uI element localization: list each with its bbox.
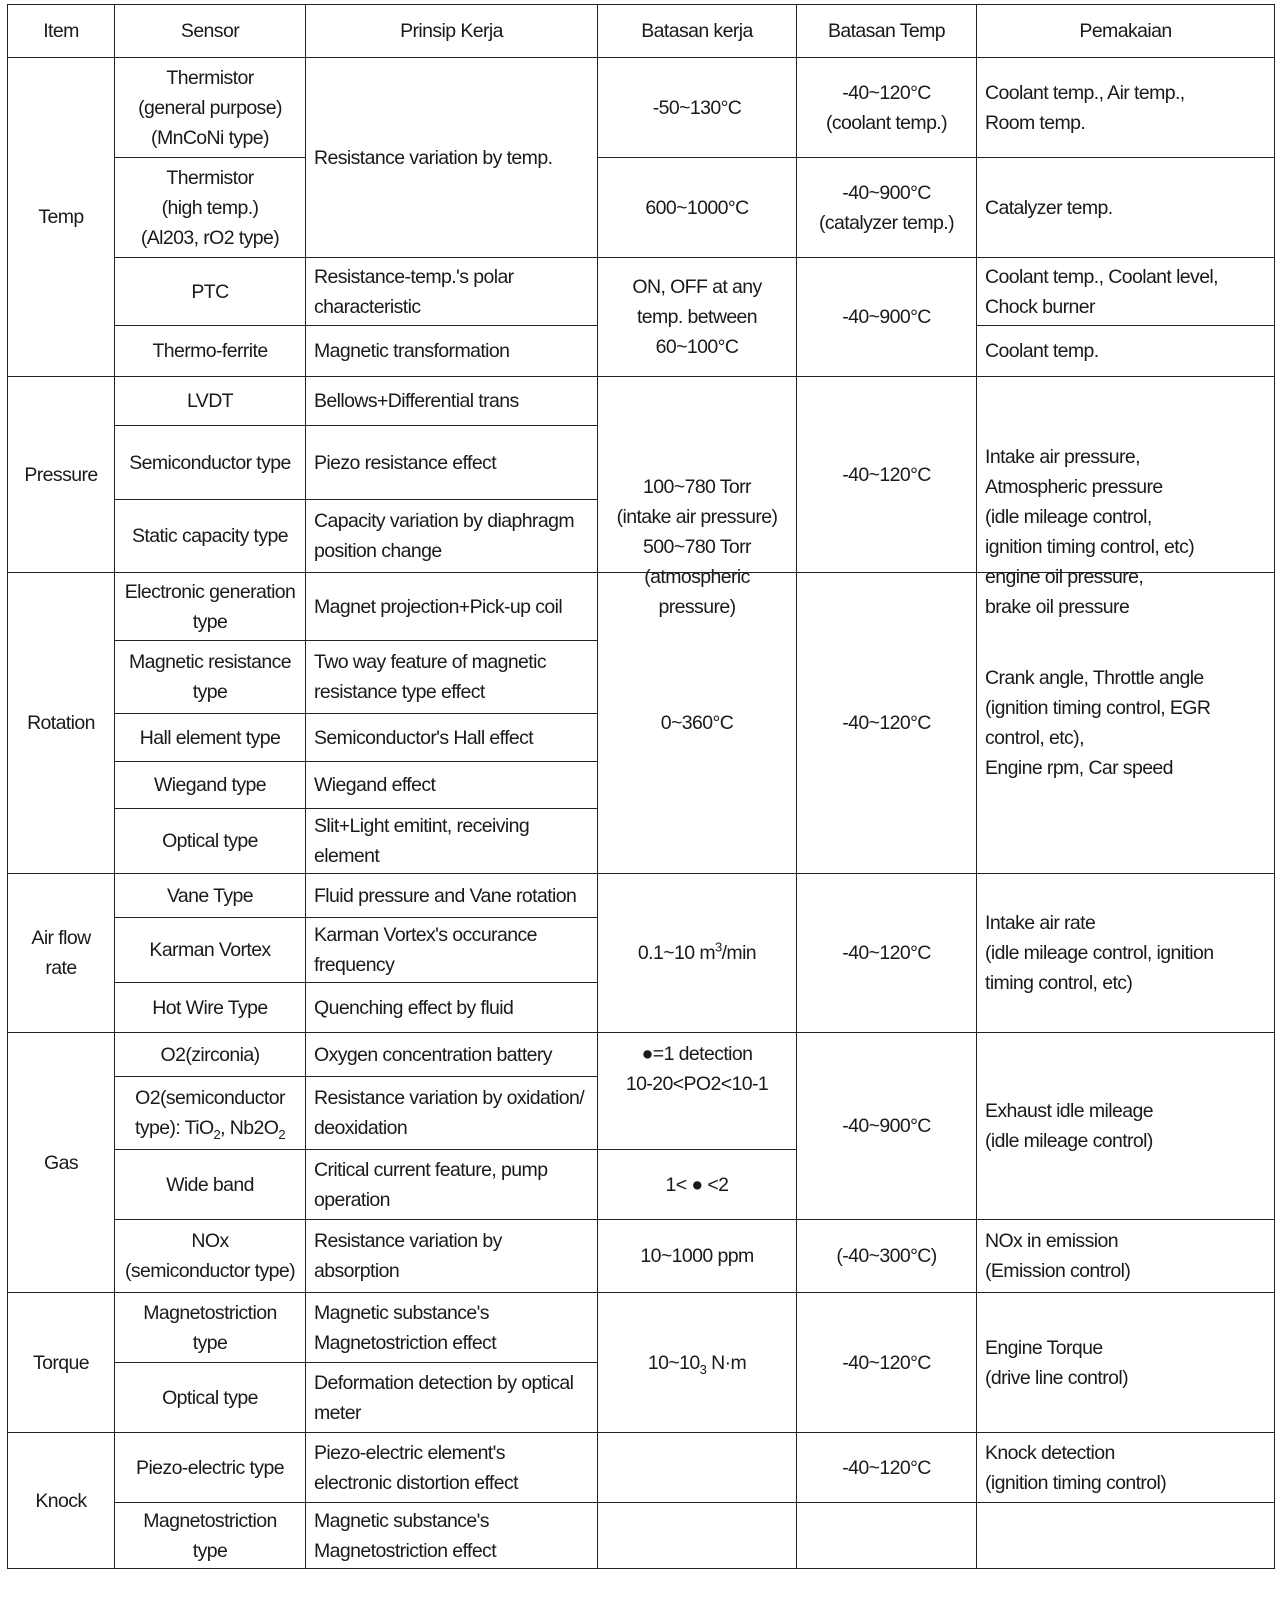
line: resistance type effect — [314, 681, 485, 703]
sensor-table — [7, 4, 1275, 1569]
sensor-vane: Vane Type — [115, 874, 306, 918]
range-thermistor-ht: 600~1000°C — [598, 158, 797, 258]
line: (atmospheric — [644, 566, 750, 588]
line: rate — [45, 957, 77, 979]
line: (MnCoNi type) — [151, 126, 269, 149]
line: element — [314, 845, 380, 867]
line: NOx in emission — [985, 1230, 1118, 1252]
line: Piezo-electric element's — [314, 1441, 505, 1464]
principle-karman — [306, 918, 598, 983]
sensor-hot-wire: Hot Wire Type — [115, 983, 306, 1033]
line: Thermistor — [166, 166, 254, 189]
formula-subscript: 2 — [278, 1126, 285, 1142]
line: (coolant temp.) — [825, 111, 948, 134]
line: meter — [314, 1401, 361, 1424]
temp-rotation: -40~120°C — [797, 573, 977, 874]
line: Thermistor — [166, 66, 254, 89]
line: temp. between — [636, 306, 758, 328]
range-magnetostriction-knock — [598, 1503, 797, 1569]
range-piezo-electric — [598, 1433, 797, 1503]
line: Air flow — [31, 927, 91, 949]
usage-thermistor-ht: Catalyzer temp. — [977, 158, 1275, 258]
range-thermistor-gp: -50~130°C — [598, 58, 797, 158]
header-sensor: Sensor — [115, 5, 306, 58]
line: Magnetostriction — [143, 1301, 277, 1324]
line: control, etc), — [985, 727, 1084, 749]
principle-nox — [306, 1220, 598, 1293]
formula-part: type): TiO — [135, 1117, 214, 1139]
sensor-thermistor-ht — [115, 158, 306, 258]
line: (catalyzer temp.) — [818, 211, 954, 234]
range-ptc — [598, 258, 797, 377]
line: (drive line control) — [985, 1366, 1128, 1389]
line: Engine rpm, Car speed — [985, 757, 1173, 779]
principle-semiconductor: Piezo resistance effect — [306, 426, 598, 500]
line: Magnetic resistance — [128, 651, 291, 673]
line: ON, OFF at any — [632, 276, 762, 298]
principle-o2-semiconductor — [306, 1077, 598, 1150]
line: electronic distortion effect — [314, 1471, 518, 1494]
sensor-magnetic-resistance — [115, 641, 306, 714]
line: Electronic generation — [124, 580, 296, 603]
temp-thermistor-gp — [797, 58, 977, 158]
formula-subscript: 2 — [213, 1126, 221, 1142]
principle-thermo-ferrite: Magnetic transformation — [306, 326, 598, 377]
range-exponent: 3 — [714, 939, 722, 955]
table-row — [8, 158, 1275, 258]
header-item: Item — [8, 5, 115, 58]
line: Magnetic substance's — [314, 1509, 489, 1532]
table-row — [8, 377, 1275, 426]
line: characteristic — [314, 295, 421, 318]
item-rotation: Rotation — [8, 573, 115, 874]
temp-nox: (-40~300°C) — [797, 1220, 977, 1293]
line: NOx — [191, 1230, 229, 1252]
item-gas: Gas — [8, 1033, 115, 1293]
sensor-ptc: PTC — [115, 258, 306, 326]
line: Critical current feature, pump — [314, 1158, 548, 1181]
sensor-hall-element: Hall element type — [115, 714, 306, 762]
line: Resistance variation by — [314, 1230, 502, 1252]
header-range: Batasan kerja — [598, 5, 797, 58]
principle-piezo-electric — [306, 1433, 598, 1503]
principle-vane: Fluid pressure and Vane rotation — [306, 874, 598, 918]
line: timing control, etc) — [985, 972, 1133, 994]
line: 10-20<PO2<10-1 — [625, 1073, 769, 1095]
principle-hall-element: Semiconductor's Hall effect — [306, 714, 598, 762]
sensor-karman: Karman Vortex — [115, 918, 306, 983]
line: -40~120°C — [842, 81, 931, 104]
sensor-thermistor-gp — [115, 58, 306, 158]
principle-thermistor: Resistance variation by temp. — [306, 58, 598, 258]
table-row — [8, 1503, 1275, 1569]
line: Resistance-temp.'s polar — [314, 265, 514, 288]
sensor-nox — [115, 1220, 306, 1293]
range-value: 0.1~10 m — [637, 942, 715, 964]
line: type — [192, 1539, 228, 1562]
line: Magnetic substance's — [314, 1301, 489, 1324]
line: brake oil pressure — [985, 596, 1130, 618]
line: Karman Vortex's occurance — [314, 924, 537, 946]
line: Engine Torque — [985, 1336, 1103, 1359]
usage-pressure — [977, 377, 1275, 618]
range-rotation: 0~360°C — [598, 573, 797, 874]
sensor-o2-zirconia: O2(zirconia) — [115, 1033, 306, 1077]
line: deoxidation — [314, 1117, 408, 1139]
range-value: 10~10 — [647, 1351, 700, 1374]
principle-wiegand: Wiegand effect — [306, 762, 598, 809]
line: absorption — [314, 1260, 400, 1282]
line: 100~780 Torr — [643, 476, 751, 498]
temp-piezo-electric: -40~120°C — [797, 1433, 977, 1503]
header-temp: Batasan Temp — [797, 5, 977, 58]
line: (Al203, rO2 type) — [140, 226, 280, 249]
range-pressure — [598, 377, 797, 618]
line: (Emission control) — [985, 1260, 1131, 1282]
line: Intake air rate — [985, 912, 1096, 934]
line: Atmospheric pressure — [985, 476, 1163, 498]
principle-optical-torque — [306, 1363, 598, 1433]
line: Chock burner — [985, 295, 1095, 318]
usage-piezo-electric — [977, 1433, 1275, 1503]
usage-magnetostriction-knock — [977, 1503, 1275, 1569]
line: (intake air pressure) — [616, 506, 778, 528]
table-row — [8, 58, 1275, 158]
line: Deformation detection by optical — [314, 1371, 574, 1394]
principle-lvdt: Bellows+Differential trans — [306, 377, 598, 426]
temp-gas: -40~900°C — [797, 1033, 977, 1220]
line: Slit+Light emitint, receiving — [314, 815, 530, 837]
header-row — [8, 5, 1275, 58]
line: (idle mileage control) — [985, 1130, 1153, 1152]
principle-magnetic-resistance — [306, 641, 598, 714]
line: -40~900°C — [842, 181, 931, 204]
range-o2 — [598, 1033, 797, 1150]
line: (idle mileage control, — [985, 506, 1152, 528]
line: engine oil pressure, — [985, 566, 1144, 588]
range-unit: N·m — [706, 1351, 747, 1374]
formula-part: , Nb2O — [220, 1117, 279, 1139]
line: type — [192, 1331, 228, 1354]
line: Two way feature of magnetic — [314, 651, 547, 673]
line: 60~100°C — [655, 336, 739, 358]
header-principle: Prinsip Kerja — [306, 5, 598, 58]
line: (semiconductor type) — [124, 1260, 296, 1282]
line: Resistance variation by oxidation/ — [314, 1087, 585, 1109]
line: Capacity variation by diaphragm — [314, 510, 574, 532]
line: Magnetostriction effect — [314, 1539, 497, 1562]
table-row — [8, 1293, 1275, 1363]
usage-torque — [977, 1293, 1275, 1433]
principle-magnetostriction-torque — [306, 1293, 598, 1363]
usage-ptc — [977, 258, 1275, 326]
range-airflow — [598, 874, 797, 1033]
sensor-o2-semiconductor — [115, 1077, 306, 1150]
principle-wide-band — [306, 1150, 598, 1220]
line: Crank angle, Throttle angle — [985, 667, 1204, 689]
sensor-static-capacity: Static capacity type — [115, 500, 306, 573]
temp-ptc: -40~900°C — [797, 258, 977, 377]
range-nox: 10~1000 ppm — [598, 1220, 797, 1293]
sensor-thermo-ferrite: Thermo-ferrite — [115, 326, 306, 377]
principle-ptc — [306, 258, 598, 326]
item-torque: Torque — [8, 1293, 115, 1433]
sensor-electronic-generation — [115, 573, 306, 641]
usage-gas — [977, 1033, 1275, 1220]
principle-hot-wire: Quenching effect by fluid — [306, 983, 598, 1033]
temp-magnetostriction-knock — [797, 1503, 977, 1569]
item-knock: Knock — [8, 1433, 115, 1569]
sensor-optical-rotation: Optical type — [115, 809, 306, 874]
item-temp: Temp — [8, 58, 115, 377]
line: Magnetostriction effect — [314, 1331, 497, 1354]
item-airflow — [8, 874, 115, 1033]
line: Room temp. — [985, 111, 1086, 134]
sensor-semiconductor: Semiconductor type — [115, 426, 306, 500]
temp-airflow: -40~120°C — [797, 874, 977, 1033]
line: Knock detection — [985, 1441, 1115, 1464]
sensor-lvdt: LVDT — [115, 377, 306, 426]
temp-torque: -40~120°C — [797, 1293, 977, 1433]
range-subscript: 3 — [699, 1361, 707, 1377]
principle-magnetostriction-knock — [306, 1503, 598, 1569]
table-row — [8, 874, 1275, 918]
line: (general purpose) — [138, 96, 282, 119]
sensor-piezo-electric: Piezo-electric type — [115, 1433, 306, 1503]
line: Coolant temp., Coolant level, — [985, 265, 1218, 288]
sensor-wide-band: Wide band — [115, 1150, 306, 1220]
principle-electronic-generation: Magnet projection+Pick-up coil — [306, 573, 598, 641]
header-usage: Pemakaian — [977, 5, 1275, 58]
table-row — [8, 258, 1275, 326]
usage-thermo-ferrite: Coolant temp. — [977, 326, 1275, 377]
usage-airflow — [977, 874, 1275, 1033]
range-unit: /min — [721, 942, 757, 964]
line: (high temp.) — [161, 196, 259, 219]
sensor-magnetostriction-torque — [115, 1293, 306, 1363]
line: Coolant temp., Air temp., — [985, 81, 1185, 104]
line: (idle mileage control, ignition — [985, 942, 1214, 964]
principle-optical-rotation — [306, 809, 598, 874]
line: (ignition timing control) — [985, 1471, 1167, 1494]
line: pressure) — [658, 596, 736, 618]
line: type — [192, 681, 228, 703]
line: O2(semiconductor — [135, 1087, 285, 1109]
line: frequency — [314, 954, 395, 976]
sensor-optical-torque: Optical type — [115, 1363, 306, 1433]
line: (ignition timing control, EGR — [985, 697, 1211, 719]
principle-o2-zirconia: Oxygen concentration battery — [306, 1033, 598, 1077]
item-pressure: Pressure — [8, 377, 115, 573]
line: Magnetostriction — [143, 1509, 277, 1532]
line: position change — [314, 540, 442, 562]
line: ●=1 detection — [641, 1043, 753, 1065]
range-torque — [598, 1293, 797, 1433]
table-row — [8, 1220, 1275, 1293]
usage-thermistor-gp — [977, 58, 1275, 158]
temp-pressure: -40~120°C — [797, 377, 977, 573]
sensor-magnetostriction-knock — [115, 1503, 306, 1569]
line: type — [192, 610, 228, 633]
usage-nox — [977, 1220, 1275, 1293]
range-wide-band: 1< ● <2 — [598, 1150, 797, 1220]
line: ignition timing control, etc) — [985, 536, 1195, 558]
temp-thermistor-ht — [797, 158, 977, 258]
line: operation — [314, 1188, 390, 1211]
line: Intake air pressure, — [985, 446, 1140, 468]
principle-static-capacity — [306, 500, 598, 573]
line: Exhaust idle mileage — [985, 1100, 1153, 1122]
line: 500~780 Torr — [643, 536, 751, 558]
table-row — [8, 1033, 1275, 1077]
table-row — [8, 1433, 1275, 1503]
sensor-wiegand: Wiegand type — [115, 762, 306, 809]
